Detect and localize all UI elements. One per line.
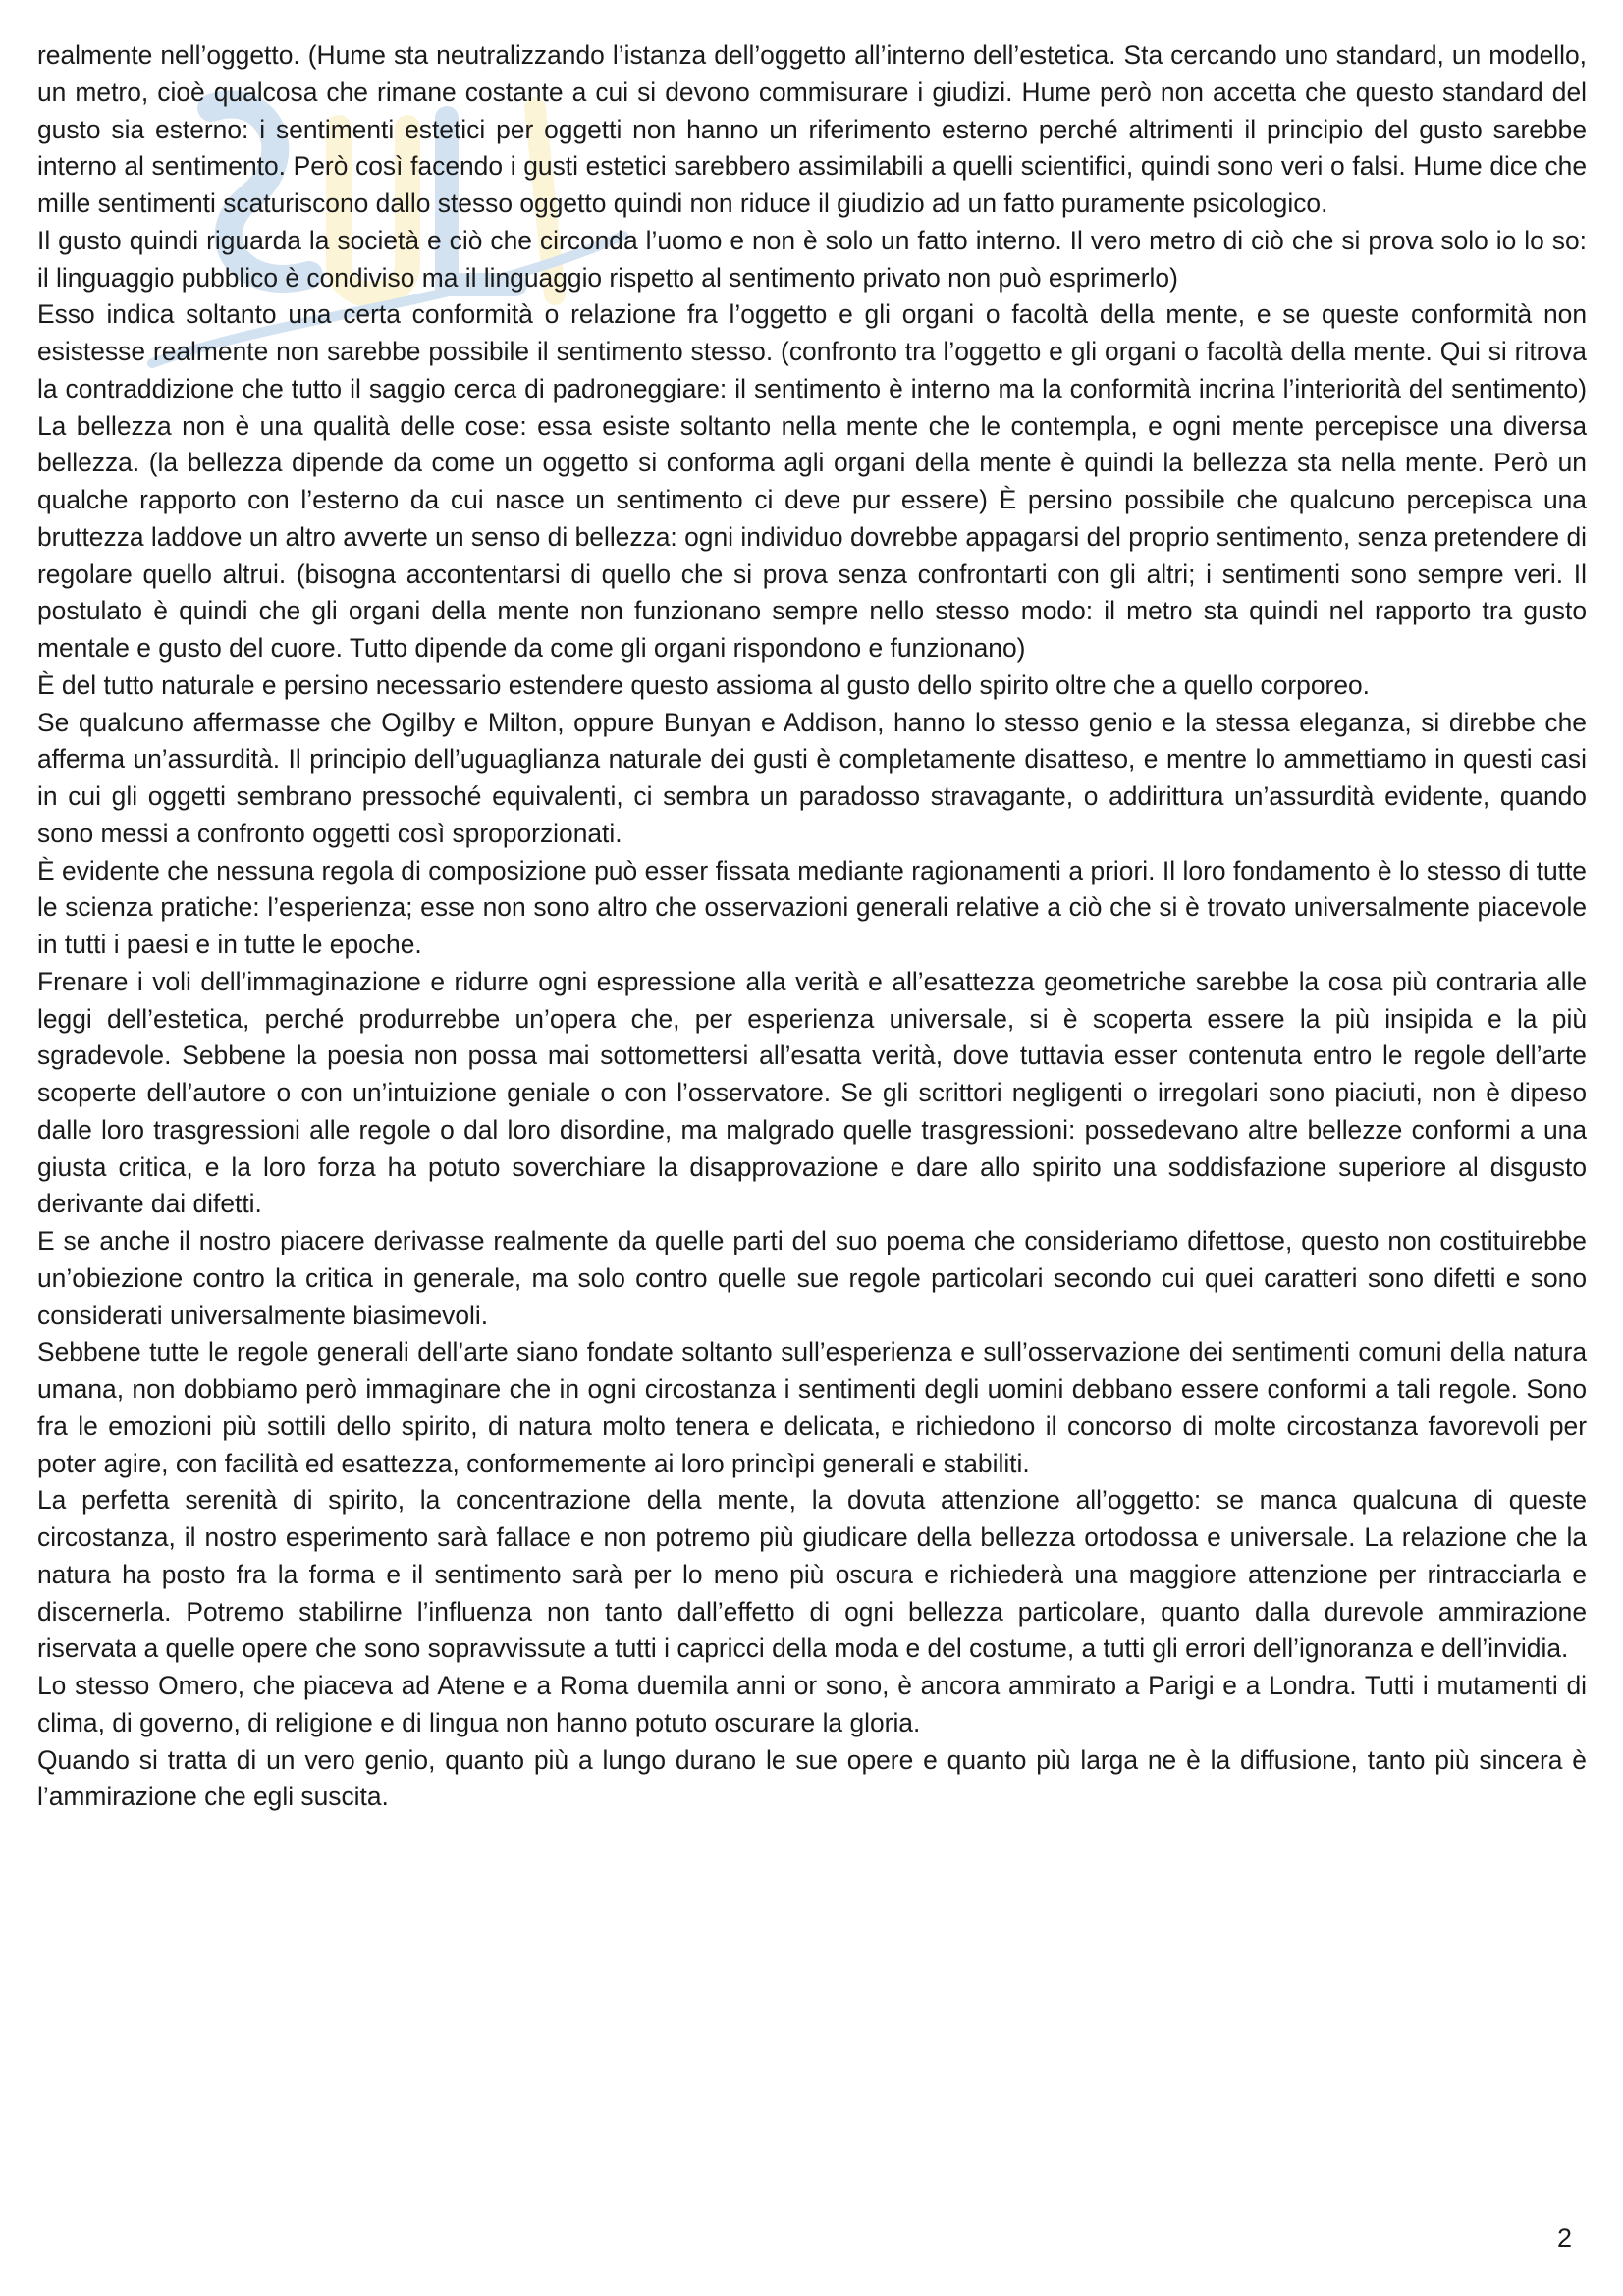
paragraph: Frenare i voli dell’immaginazione e ridurre ogni espressione alla verità e all’esattezza geometriche sarebbe la cosa più contraria alle leggi dell’estetica, perché produrrebbe un’opera che, per esperienza universale, si è scoperta essere la più insipida e la più sgradevole. Sebbene la poesia non possa mai sottomettersi all’esatta verità, dove tuttavia esser contenuta entro le regole dell’arte scoperte dell’autore o con un’intuizione geniale o con l’osservatore. Se gli scrittori negligenti o irregolari sono piaciuti, non è dipeso dalle loro trasgressioni alle regole o dal loro disordine, ma malgrado quelle trasgressioni: possedevano altre bellezze conformi a una giusta critica, e la loro forza ha potuto soverchiare la disapprovazione e dare allo spirito una soddisfazione superiore al disgusto derivante dai difetti. [37,966,1587,1219]
paragraph: Lo stesso Omero, che piaceva ad Atene e a Roma duemila anni or sono, è ancora ammirato a Parigi e a Londra. Tutti i mutamenti di clima, di governo, di religione e di lingua non hanno potuto oscurare la gloria. [37,1671,1587,1737]
document-body [37,37,1587,1816]
paragraph: E se anche il nostro piacere derivasse realmente da quelle parti del suo poema che consideriamo difettose, questo non costituirebbe un’obiezione contro la critica in generale, ma solo contro quelle sue regole particolari secondo cui quei caratteri sono difetti e sono considerati universalmente biasimevoli. [37,1226,1587,1330]
paragraph: È del tutto naturale e persino necessario estendere questo assioma al gusto dello spirito oltre che a quello corporeo. [37,669,1371,700]
paragraph: Quando si tratta di un vero genio, quanto più a lungo durano le sue opere e quanto più larga ne è la diffusione, tanto più sincera è l’ammirazione che egli suscita. [37,1744,1587,1812]
paragraph: È evidente che nessuna regola di composizione può esser fissata mediante ragionamenti a priori. Il loro fondamento è lo stesso di tutte le scienza pratiche: l’esperienza; esse non sono altro che osservazioni generali relative a ciò che si è trovato universalmente piacevole in tutti i paesi e in tutte le epoche. [37,855,1587,959]
page-number: 2 [1556,2223,1572,2253]
paragraph: Sebbene tutte le regole generali dell’arte siano fondate soltanto sull’esperienza e sull’osservazione dei sentimenti comuni della natura umana, non dobbiamo però immaginare che in ogni circostanza i sentimenti degli uomini debbano essere conformi a tali regole. Sono fra le emozioni più sottili dello spirito, di natura molto tenera e delicata, e richiedono il concorso di molte circostanza favorevoli per poter agire, con facilità ed esattezza, conformemente ai loro princìpi generali e stabiliti. [37,1337,1587,1478]
paragraph: Esso indica soltanto una certa conformità o relazione fra l’oggetto e gli organi o facoltà della mente, e se queste conformità non esistesse realmente non sarebbe possibile il sentimento stesso. (confronto tra l’oggetto e gli organi o facoltà della mente. Qui si ritrova la contraddizione che tutto il saggio cerca di padroneggiare: il sentimento è interno ma la conformità incrina l’interiorità del sentimento) La bellezza non è una qualità delle cose: essa esiste soltanto nella mente che le contempla, e ogni mente percepisce una diversa bellezza. (la bellezza dipende da come un oggetto si conforma agli organi della mente è quindi la bellezza sta nella mente. Però un qualche rapporto con l’esterno da cui nasce un sentimento ci deve pur essere) È persino possibile che qualcuno percepisca una bruttezza laddove un altro avverte un senso di bellezza: ogni individuo dovrebbe appagarsi del proprio sentimento, senza pretendere di regolare quello altrui. (bisogna accontentarsi di quello che si prova senza confrontarti con gli altri; i sentimenti sono sempre veri. Il postulato è quindi che gli organi della mente non funzionano sempre nello stesso modo: il metro sta quindi nel rapporto tra gusto mentale e gusto del cuore. Tutto dipende da come gli organi rispondono e funzionano) [37,299,1587,663]
paragraph: realmente nell’oggetto. (Hume sta neutralizzando l’istanza dell’oggetto all’interno dell’estetica. Sta cercando uno standard, un modello, un metro, cioè qualcosa che rimane costante a cui si devono commisurare i giudizi. Hume però non accetta che questo standard del gusto sia esterno: i sentimenti estetici per oggetti non hanno un riferimento esterno perché altrimenti il principio del gusto sarebbe interno al sentimento. Però così facendo i gusti estetici sarebbero assimilabili a quelli scientifici, quindi sono veri o falsi. Hume dice che mille sentimenti scaturiscono dallo stesso oggetto quindi non riduce il giudizio ad un fatto puramente psicologico. [37,40,1587,218]
paragraph: La perfetta serenità di spirito, la concentrazione della mente, la dovuta attenzione all’oggetto: se manca qualcuna di queste circostanza, il nostro esperimento sarà fallace e non potremo più giudicare della bellezza ortodossa e universale. La relazione che la natura ha posto fra la forma e il sentimento sarà per lo meno più oscura e richiederà una maggiore attenzione per rintracciarla e discernerla. Potremo stabilirne l’influenza non tanto dall’effetto di ogni bellezza particolare, quanto dalla durevole ammirazione riservata a quelle opere che sono sopravvissute a tutti i capricci della moda e del costume, a tutti gli errori dell’ignoranza e dell’invidia. [37,1485,1587,1664]
paragraph: Il gusto quindi riguarda la società e ciò che circonda l’uomo e non è solo un fatto interno. Il vero metro di ciò che si prova solo io lo so: il linguaggio pubblico è condiviso ma il linguaggio rispetto al sentimento privato non può esprimerlo) [37,225,1587,293]
paragraph: Se qualcuno affermasse che Ogilby e Milton, oppure Bunyan e Addison, hanno lo stesso genio e la stessa eleganza, si direbbe che afferma un’assurdità. Il principio dell’uguaglianza naturale dei gusti è completamente disatteso, e mentre lo ammettiamo in questi casi in cui gli oggetti sembrano pressoché equivalenti, ci sembra un paradosso stravagante, o addirittura un’assurdità evidente, quando sono messi a confronto oggetti così sproporzionati. [37,707,1587,848]
